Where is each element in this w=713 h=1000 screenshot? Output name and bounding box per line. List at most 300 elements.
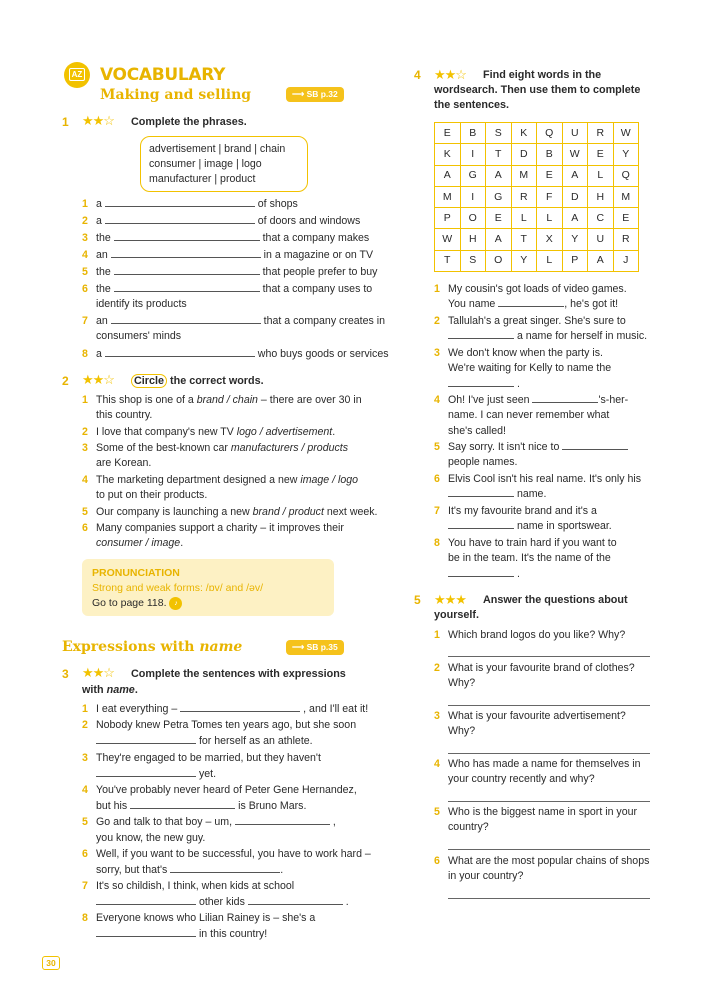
exercise-2-line [96, 488, 207, 503]
exercise-4-line [448, 551, 611, 566]
wordsearch-cell[interactable]: Y [613, 144, 639, 165]
answer-blank[interactable] [111, 248, 261, 258]
exercise-2-line [96, 521, 344, 536]
wordsearch-cell[interactable]: A [486, 165, 512, 186]
question-line: in your country? [448, 870, 524, 882]
item-post: that a company uses to [259, 283, 373, 295]
exercise-3-line [96, 895, 349, 910]
item-number: 6 [82, 283, 88, 295]
wordsearch-row [435, 165, 639, 186]
exercise-4-line [448, 472, 641, 487]
item-number: 5 [82, 816, 88, 828]
sb-reference-badge-2[interactable] [286, 640, 344, 655]
question-line: What are the most popular chains of shops [448, 855, 650, 867]
item-pre: the [96, 266, 114, 278]
exercise-1-line [96, 214, 360, 229]
sb-reference-badge[interactable] [286, 87, 344, 102]
item-number: 5 [434, 441, 440, 453]
answer-line[interactable] [448, 801, 650, 802]
exercise-2-stars: ★★☆ [82, 372, 114, 387]
wordsearch-cell[interactable]: G [486, 186, 512, 207]
answer-blank[interactable] [562, 440, 628, 450]
answer-blank[interactable] [96, 767, 196, 777]
pronunciation-line1: Strong and weak forms: /ɒv/ and /əv/ [92, 581, 264, 594]
exercise-1-instruction: Complete the phrases. [131, 116, 247, 128]
exercise-2-instruction [131, 374, 264, 389]
answer-blank[interactable] [448, 487, 514, 497]
text: this country. [96, 409, 153, 421]
text: sorry, but that's [96, 864, 171, 876]
wordsearch-cell[interactable]: G [460, 165, 486, 186]
wordsearch-cell[interactable]: X [537, 229, 563, 250]
exercise-3-line [96, 831, 205, 846]
wordsearch-grid [434, 122, 639, 272]
choice[interactable]: logo / advertisement [236, 426, 333, 438]
answer-blank[interactable] [111, 314, 261, 324]
item-post: that a company creates in [260, 315, 385, 327]
item-number: 8 [434, 537, 440, 549]
text: It's my favourite brand and it's a [448, 505, 597, 517]
answer-blank[interactable] [105, 197, 255, 207]
item-number: 1 [82, 703, 88, 715]
answer-blank[interactable] [130, 799, 235, 809]
exercise-5-stars: ★★★ [434, 592, 466, 607]
pronunciation-title: PRONUNCIATION [92, 567, 180, 579]
wordsearch-cell[interactable]: H [460, 229, 486, 250]
wordsearch-cell[interactable]: C [588, 208, 614, 229]
question-line: What is your favourite advertisement? [448, 710, 626, 722]
exercise-1-line [96, 265, 377, 280]
item-number: 1 [434, 283, 440, 295]
item-pre: a [96, 198, 105, 210]
exercise-1-number: 1 [62, 115, 69, 129]
item-post: that a company makes [259, 232, 370, 244]
exercise-2-line [96, 473, 358, 488]
wordsearch-cell[interactable]: A [486, 229, 512, 250]
wordsearch-cell[interactable]: T [435, 250, 461, 271]
word-box-line: consumer | image | logo [149, 158, 262, 171]
text: 's-her- [598, 394, 629, 406]
answer-blank[interactable] [105, 214, 255, 224]
answer-blank[interactable] [180, 702, 300, 712]
exercise-4-line [448, 377, 520, 392]
text: Many companies support a charity – it improves their [96, 522, 344, 534]
wordsearch-cell[interactable]: O [460, 208, 486, 229]
item-post: of doors and windows [254, 215, 361, 227]
text: , and I'll eat it! [300, 703, 369, 715]
exercise-4-line [448, 361, 611, 376]
wordsearch-cell[interactable]: B [460, 123, 486, 144]
wordsearch-cell[interactable]: M [511, 165, 537, 186]
wordsearch-cell[interactable]: E [435, 123, 461, 144]
text: You've probably never heard of Peter Gene Hernandez, [96, 784, 357, 796]
arrow-right-icon: ⟶ [292, 89, 307, 99]
exercise-2-instruction-rest: the correct words. [170, 375, 264, 387]
wordsearch-cell[interactable]: E [537, 165, 563, 186]
wordsearch-cell[interactable]: D [511, 144, 537, 165]
text: . [514, 568, 520, 580]
item-number: 6 [434, 473, 440, 485]
wordsearch-cell[interactable]: L [511, 208, 537, 229]
exercise-1-line [96, 197, 298, 212]
sb-reference-label: SB p.32 [306, 89, 338, 99]
answer-blank[interactable] [532, 393, 598, 403]
exercise-4-instruction-3: the sentences. [434, 99, 510, 111]
question-line: country? [448, 821, 489, 833]
exercise-4-line [448, 424, 506, 439]
wordsearch-cell[interactable]: D [562, 186, 588, 207]
text: for herself as an athlete. [196, 735, 313, 747]
item-number: 2 [82, 426, 88, 438]
text: They're engaged to be married, but they haven't [96, 752, 321, 764]
text: I eat everything – [96, 703, 181, 715]
item-pre: a [96, 348, 105, 360]
text: Nobody knew Petra Tomes ten years ago, but she soon [96, 719, 357, 731]
item-number: 2 [82, 215, 88, 227]
exercise-4-line [448, 329, 647, 344]
wordsearch-cell[interactable]: S [460, 250, 486, 271]
wordsearch-cell[interactable]: T [511, 229, 537, 250]
exercise-3-line [96, 799, 306, 814]
answer-blank[interactable] [96, 927, 196, 937]
text: We don't know when the party is. [448, 347, 603, 359]
item-number: 4 [82, 784, 88, 796]
exercise-3-instruction-2 [82, 683, 138, 698]
wordsearch-cell[interactable]: E [613, 208, 639, 229]
exercise-3-line [96, 751, 321, 766]
answer-blank[interactable] [448, 519, 514, 529]
answer-blank[interactable] [96, 734, 196, 744]
answer-blank[interactable] [114, 231, 260, 241]
exercise-1-line [96, 314, 385, 329]
exercise-4-number: 4 [414, 68, 421, 82]
item-number: 5 [82, 506, 88, 518]
wordsearch-cell[interactable]: M [613, 186, 639, 207]
vocabulary-icon [64, 62, 90, 88]
item-post: in a magazine or on TV [260, 249, 374, 261]
exercise-4-line [448, 282, 627, 297]
exercise-4-line [448, 455, 518, 470]
item-number: 3 [434, 347, 440, 359]
wordsearch-row [435, 250, 639, 271]
text: I love that company's new TV [96, 426, 237, 438]
text: Oh! I've just seen [448, 394, 533, 406]
exercise-5-instruction: Answer the questions about [483, 594, 628, 606]
wordsearch-cell[interactable]: T [486, 144, 512, 165]
exercise-1-stars: ★★☆ [82, 113, 114, 128]
wordsearch-cell[interactable]: A [435, 165, 461, 186]
answer-line[interactable] [448, 705, 650, 706]
item-number: 4 [82, 249, 88, 261]
exercise-3-instruction-2a: with [82, 684, 107, 696]
wordsearch-row [435, 208, 639, 229]
wordsearch-cell[interactable]: A [562, 208, 588, 229]
wordsearch-cell[interactable]: U [588, 229, 614, 250]
item-pre: the [96, 283, 114, 295]
wordsearch-cell[interactable]: A [588, 250, 614, 271]
choice[interactable]: manufacturers / products [230, 442, 349, 454]
wordsearch-cell[interactable]: F [537, 186, 563, 207]
text: The marketing department designed a new [96, 474, 301, 486]
exercise-3-instruction-2i: name [106, 684, 135, 696]
wordsearch-cell[interactable]: R [588, 123, 614, 144]
item-pre: an [96, 315, 111, 327]
word-box-line: manufacturer | product [149, 173, 256, 186]
text: My cousin's got loads of video games. [448, 283, 627, 295]
item-post: who buys goods or services [254, 348, 389, 360]
exercise-3-line [96, 911, 315, 926]
item-continuation: consumers' minds [96, 330, 182, 342]
wordsearch-row [435, 186, 639, 207]
wordsearch-cell[interactable]: M [435, 186, 461, 207]
wordsearch-cell[interactable]: U [562, 123, 588, 144]
exercise-2-line [96, 536, 183, 551]
wordsearch-cell[interactable]: A [562, 165, 588, 186]
item-number: 4 [434, 758, 440, 770]
expressions-title-italic: name [199, 639, 243, 655]
question-line: Why? [448, 725, 476, 737]
item-number: 7 [434, 505, 440, 517]
choice[interactable]: image / logo [300, 474, 359, 486]
wordsearch-cell[interactable]: S [486, 123, 512, 144]
answer-blank[interactable] [114, 265, 260, 275]
choice[interactable]: brand / chain [196, 394, 258, 406]
text: Our company is launching a new [96, 506, 253, 518]
exercise-3-line [96, 783, 357, 798]
section-subtitle: Making and selling [100, 87, 252, 103]
question-line: Who has made a name for themselves in [448, 758, 641, 770]
item-number: 7 [82, 315, 88, 327]
wordsearch-cell[interactable]: O [486, 250, 512, 271]
arrow-right-icon: ⟶ [292, 642, 307, 652]
text: – there are over 30 in [257, 394, 362, 406]
exercise-2-line [96, 425, 335, 440]
wordsearch-cell[interactable]: L [588, 165, 614, 186]
question-line: What is your favourite brand of clothes? [448, 662, 635, 674]
exercise-3-line [96, 847, 371, 862]
text: , he's got it! [564, 298, 619, 310]
circle-word: Circle [131, 374, 167, 388]
choice[interactable]: brand / product [252, 506, 324, 518]
exercise-3-line [96, 879, 294, 894]
text: . [514, 378, 520, 390]
exercise-4-line [448, 519, 612, 534]
wordsearch-cell[interactable]: H [588, 186, 614, 207]
item-number: 1 [82, 394, 88, 406]
wordsearch-cell[interactable]: L [537, 250, 563, 271]
exercise-2-number: 2 [62, 374, 69, 388]
exercise-2-line [96, 408, 152, 423]
answer-blank[interactable] [105, 347, 255, 357]
text: in this country! [196, 928, 268, 940]
question-line: Why? [448, 677, 476, 689]
exercise-1-line [96, 347, 389, 362]
item-number: 1 [82, 198, 88, 210]
answer-line[interactable] [448, 898, 650, 899]
exercise-1-line [96, 248, 373, 263]
item-number: 2 [82, 719, 88, 731]
answer-blank[interactable] [498, 297, 564, 307]
text: you know, the new guy. [96, 832, 206, 844]
wordsearch-cell[interactable]: J [613, 250, 639, 271]
text: Everyone knows who Lilian Rainey is – she's a [96, 912, 316, 924]
question-line: your country recently and why? [448, 773, 595, 785]
exercise-4-line [448, 314, 626, 329]
wordsearch-cell[interactable]: E [588, 144, 614, 165]
item-number: 4 [434, 394, 440, 406]
answer-blank[interactable] [448, 567, 514, 577]
exercise-3-number: 3 [62, 667, 69, 681]
answer-blank[interactable] [448, 329, 514, 339]
exercise-4-line [448, 567, 520, 582]
item-pre: a [96, 215, 105, 227]
exercise-3-line [96, 815, 336, 830]
page-number: 30 [42, 956, 60, 970]
wordsearch-cell[interactable]: Y [511, 250, 537, 271]
item-number: 3 [82, 752, 88, 764]
text: Say sorry. It isn't nice to [448, 441, 563, 453]
text: name in sportswear. [514, 520, 612, 532]
question-line: Which brand logos do you like? Why? [448, 629, 626, 641]
wordsearch-cell[interactable]: Y [562, 229, 588, 250]
wordsearch-cell[interactable]: I [460, 144, 486, 165]
exercise-2-line [96, 441, 348, 456]
word-box-line: advertisement | brand | chain [149, 143, 286, 155]
text: . [180, 537, 184, 549]
wordsearch-cell[interactable]: W [562, 144, 588, 165]
item-number: 2 [434, 315, 440, 327]
exercise-4-instruction: Find eight words in the [483, 69, 602, 81]
exercise-3-instruction: Complete the sentences with expressions [131, 668, 346, 680]
text: but his [96, 800, 131, 812]
text: . [332, 426, 336, 438]
expressions-title-text: Expressions with [62, 639, 200, 655]
choice[interactable]: consumer / image [96, 537, 181, 549]
exercise-4-line [448, 393, 628, 408]
wordsearch-cell[interactable]: W [613, 123, 639, 144]
exercise-5-number: 5 [414, 593, 421, 607]
text: be in the team. It's the name of the [448, 552, 611, 564]
word-box [140, 136, 308, 192]
exercise-4-instruction-2: wordsearch. Then use them to complete [434, 84, 641, 96]
item-number: 3 [434, 710, 440, 722]
wordsearch-cell[interactable]: B [537, 144, 563, 165]
text: It's so childish, I think, when kids at school [96, 880, 295, 892]
wordsearch-cell[interactable]: K [511, 123, 537, 144]
exercise-2-line [96, 505, 378, 520]
question-line: Who is the biggest name in sport in your [448, 806, 638, 818]
exercise-4-line [448, 487, 546, 502]
wordsearch-cell[interactable]: L [537, 208, 563, 229]
text: Some of the best-known car [96, 442, 231, 454]
vocabulary-icon-text: AZ [69, 68, 86, 81]
text: other kids [196, 896, 248, 908]
wordsearch-cell[interactable]: P [562, 250, 588, 271]
exercise-2-line [96, 456, 151, 471]
item-number: 6 [434, 855, 440, 867]
wordsearch-cell[interactable]: W [435, 229, 461, 250]
item-number: 3 [82, 442, 88, 454]
wordsearch-row [435, 123, 639, 144]
answer-blank[interactable] [96, 895, 196, 905]
text: , [329, 816, 336, 828]
wordsearch-row [435, 229, 639, 250]
text: Well, if you want to be successful, you have to work hard – [96, 848, 371, 860]
wordsearch-cell[interactable]: R [511, 186, 537, 207]
exercise-1-line [96, 282, 372, 297]
text: next week. [323, 506, 378, 518]
text: This shop is one of a [96, 394, 197, 406]
expressions-title [62, 638, 242, 658]
text: . [280, 864, 284, 876]
exercise-4-line [448, 408, 609, 423]
answer-blank[interactable] [114, 282, 260, 292]
answer-line[interactable] [448, 753, 650, 754]
wordsearch-cell[interactable]: E [486, 208, 512, 229]
exercise-3-line [96, 702, 368, 717]
exercise-4-line [448, 297, 618, 312]
wordsearch-cell[interactable]: Q [613, 165, 639, 186]
exercise-3-instruction-2b: . [134, 684, 138, 696]
item-post: of shops [254, 198, 298, 210]
text: are Korean. [96, 457, 152, 469]
sb-reference-label-2: SB p.35 [306, 642, 338, 652]
answer-blank[interactable] [248, 895, 343, 905]
wordsearch-cell[interactable]: K [435, 144, 461, 165]
wordsearch-row [435, 144, 639, 165]
item-number: 8 [82, 348, 88, 360]
answer-blank[interactable] [235, 815, 330, 825]
answer-line[interactable] [448, 656, 650, 657]
answer-blank[interactable] [448, 377, 514, 387]
exercise-5-instruction-2: yourself. [434, 609, 480, 621]
pronunciation-goto: Go to page 118. [92, 596, 167, 609]
item-number: 1 [434, 629, 440, 641]
audio-icon[interactable]: ♪ [169, 597, 182, 610]
wordsearch-cell[interactable]: R [613, 229, 639, 250]
exercise-3-line [96, 863, 283, 878]
text: Elvis Cool isn't his real name. It's only his [448, 473, 642, 485]
text: You name [448, 298, 499, 310]
answer-blank[interactable] [170, 863, 280, 873]
exercise-4-line [448, 536, 617, 551]
item-number: 4 [82, 474, 88, 486]
text: You have to train hard if you want to [448, 537, 617, 549]
text: name. I can never remember what [448, 409, 610, 421]
text: to put on their products. [96, 489, 208, 501]
text: she's called! [448, 425, 506, 437]
wordsearch-cell[interactable]: I [460, 186, 486, 207]
text: Go and talk to that boy – um, [96, 816, 235, 828]
exercise-4-line [448, 346, 603, 361]
wordsearch-cell[interactable]: P [435, 208, 461, 229]
item-number: 3 [82, 232, 88, 244]
item-number: 7 [82, 880, 88, 892]
item-number: 5 [434, 806, 440, 818]
text: Tallulah's a great singer. She's sure to [448, 315, 626, 327]
exercise-3-line [96, 718, 356, 733]
item-number: 6 [82, 522, 88, 534]
exercise-3-line [96, 734, 313, 749]
wordsearch-cell[interactable]: Q [537, 123, 563, 144]
answer-line[interactable] [448, 849, 650, 850]
exercise-1-line [96, 231, 369, 246]
text: a name for herself in music. [514, 330, 648, 342]
item-pre: the [96, 232, 114, 244]
text: We're waiting for Kelly to name the [448, 362, 612, 374]
text: is Bruno Mars. [235, 800, 307, 812]
text: . [342, 896, 349, 908]
